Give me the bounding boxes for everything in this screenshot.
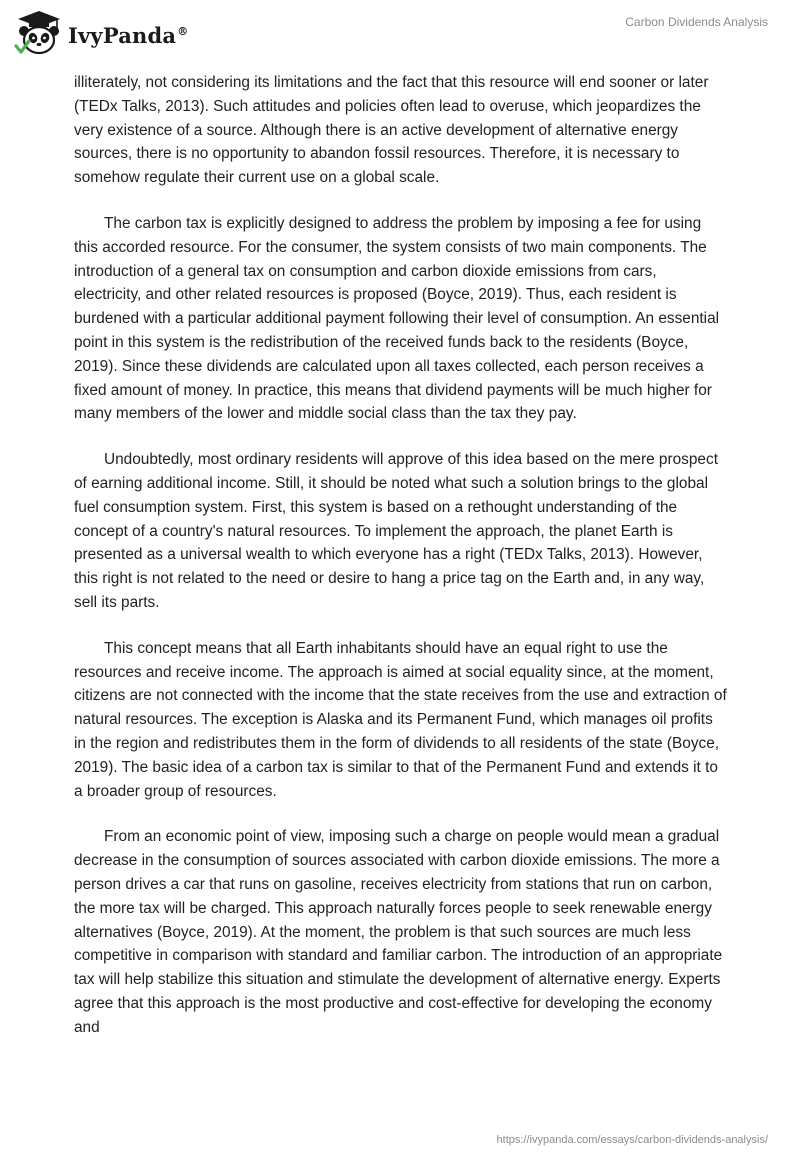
paragraph: The carbon tax is explicitly designed to address the problem by imposing a fee for using this accorded resource. For the consumer, the system consists of two main components. The introduction of a general tax on consumption and carbon dioxide emissions from cars, electricity, and other related resources is proposed (Boyce, 2019). Thus, each resident is burdened with a particular additional payment following their level of consumption. An essential point in this system is the redistribution of the received funds back to the residents (Boyce, 2019). Since these dividends are calculated upon all taxes collected, each person receives a fixed amount of money. In practice, this means that dividend payments will be much higher for many members of the lower and middle social class than the tax they pay. (74, 214, 720, 423)
paragraph: Undoubtedly, most ordinary residents will approve of this idea based on the mere prospect of earning additional income. Still, it should be noted what such a solution brings to the global fuel consumption system. First, this system is based on a rethought understanding of the concept of a country's natural resources. To implement the approach, the planet Earth is presented as a universal wealth to which everyone has a right (TEDx Talks, 2013). However, this right is not related to the need or desire to hang a price tag on the Earth and, in any way, sell its parts. (74, 451, 718, 611)
registered-mark: ® (177, 24, 189, 38)
essay-body (74, 71, 728, 1061)
footer-source-url[interactable]: https://ivypanda.com/essays/carbon-dividends-analysis/ (496, 1134, 768, 1146)
brand-name (68, 23, 188, 48)
brand-logo[interactable] (14, 8, 188, 58)
page-header (0, 0, 800, 66)
paragraph: From an economic point of view, imposing such a charge on people would mean a gradual decrease in the consumption of sources associated with carbon dioxide emissions. The more a person drives a car that runs on gasoline, receives electricity from stations that run on carbon, the more tax will be charged. This approach naturally forces people to seek renewable energy alternatives (Boyce, 2019). At the moment, the problem is that such sources are much less competitive in comparison with standard and familiar carbon. The introduction of an appropriate tax will help stabilize this situation and stimulate the development of alternative energy. Experts agree that this approach is the most productive and cost-effective for developing the economy and (74, 828, 723, 1036)
paragraph: illiterately, not considering its limitations and the fact that this resource will end sooner or later (TEDx Talks, 2013). Such attitudes and policies often lead to overuse, which jeopardizes the very existence of a source. Although there is an active development of alternative energy sources, there is no opportunity to abandon fossil resources. Therefore, it is necessary to somehow regulate their current use on a global scale. (74, 74, 709, 187)
panda-graduate-logo-icon (14, 8, 64, 58)
document-title: Carbon Dividends Analysis (625, 15, 768, 29)
brand-name-text: IvyPanda (68, 22, 177, 48)
paragraph: This concept means that all Earth inhabitants should have an equal right to use the resources and receive income. The approach is aimed at social equality since, at the moment, citizens are not connected with the income that the state receives from the use and extraction of natural resources. The exception is Alaska and its Permanent Fund, which manages oil profits in the region and redistributes them in the form of dividends to all residents of the state (Boyce, 2019). The basic idea of a carbon tax is similar to that of the Permanent Fund and extends it to a broader group of resources. (74, 639, 727, 800)
